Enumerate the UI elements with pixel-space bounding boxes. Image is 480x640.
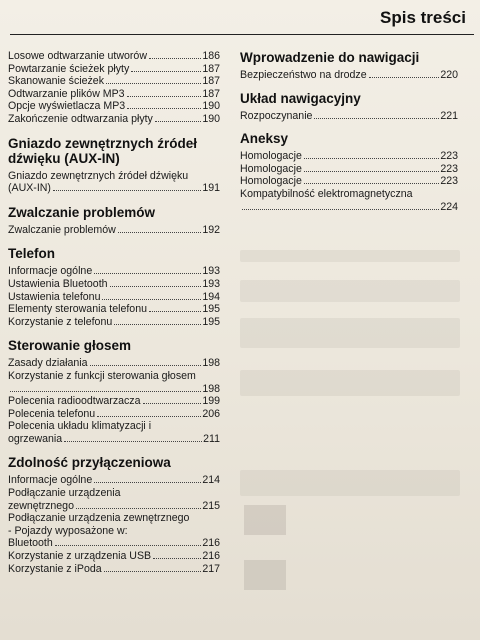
- entry-title: Bezpieczeństwo na drodze: [240, 69, 367, 81]
- section-heading: Telefon: [8, 246, 55, 262]
- dot-leader: [53, 190, 201, 191]
- entry-title: Polecenia układu klimatyzacji i: [8, 420, 152, 433]
- entry-title: Ustawienia telefonu: [8, 290, 101, 303]
- page-number: 198: [202, 382, 220, 395]
- page-number: 223: [440, 162, 458, 175]
- page-number: 199: [202, 395, 220, 408]
- toc-entry[interactable]: [8, 170, 220, 195]
- page-number: 217: [202, 562, 220, 575]
- dot-leader: [76, 508, 201, 509]
- toc-section: [8, 338, 220, 445]
- entry-title: zewnętrznego: [8, 499, 74, 512]
- toc-section: [240, 91, 458, 123]
- show-through-text: [240, 250, 460, 262]
- toc-entry[interactable]: [8, 550, 220, 563]
- entry-title: Korzystanie z funkcji sterowania głosem: [8, 369, 196, 382]
- dot-leader: [55, 545, 202, 546]
- dot-leader: [131, 71, 201, 72]
- page-number: 190: [202, 100, 220, 113]
- dot-leader: [94, 273, 201, 274]
- show-through-text: [240, 470, 460, 496]
- entry-title: Gniazdo zewnętrznych źródeł dźwięku: [8, 169, 189, 182]
- dot-leader: [304, 171, 439, 172]
- toc-entry[interactable]: [8, 395, 220, 408]
- section-heading: Sterowanie głosem: [8, 338, 132, 354]
- page-number: 195: [202, 303, 220, 316]
- toc-entry[interactable]: [8, 370, 220, 395]
- toc-entry[interactable]: [8, 357, 220, 370]
- page-number: 187: [202, 87, 220, 100]
- toc-entry[interactable]: [240, 175, 458, 188]
- entry-title: Zwalczanie problemów: [8, 223, 116, 236]
- toc-entry[interactable]: [240, 110, 458, 123]
- dot-leader: [314, 118, 439, 119]
- section-heading: Gniazdo zewnętrznych źródeł dźwięku (AUX-IN): [8, 135, 198, 166]
- toc-entry[interactable]: [8, 474, 220, 487]
- entry-title: Podłączanie urządzenia zewnętrznego: [8, 512, 190, 525]
- dot-leader: [97, 416, 201, 417]
- toc-entry[interactable]: [8, 291, 220, 304]
- show-through-icon: [244, 560, 286, 590]
- entry-title: Korzystanie z iPoda: [8, 562, 102, 575]
- toc-entry[interactable]: [8, 420, 220, 445]
- entry-title: Opcje wyświetlacza MP3: [8, 100, 126, 113]
- toc-entry[interactable]: [8, 88, 220, 101]
- page-number: 221: [440, 109, 458, 122]
- page-number: 195: [202, 315, 220, 328]
- page-number: 214: [202, 474, 220, 487]
- toc-entry[interactable]: [8, 63, 220, 76]
- page-number: 186: [202, 50, 220, 62]
- page-number: 211: [203, 432, 220, 445]
- toc-section: [8, 246, 220, 328]
- show-through-text: [240, 280, 460, 302]
- dot-leader: [90, 365, 202, 366]
- toc-section: [8, 205, 220, 237]
- page-number: 216: [202, 550, 220, 563]
- toc-entry[interactable]: [240, 150, 458, 163]
- page-number: 191: [202, 182, 220, 195]
- page-number: 192: [202, 223, 220, 236]
- entry-title: Zasady działania: [8, 357, 88, 370]
- dot-leader: [149, 58, 201, 59]
- page-number: 224: [440, 200, 458, 213]
- entry-title: Homologacje: [240, 175, 302, 188]
- toc-entry[interactable]: [8, 408, 220, 421]
- dot-leader: [143, 403, 202, 404]
- toc-section: [8, 50, 220, 126]
- entry-title: Kompatybilność elektromagnetyczna: [240, 187, 413, 200]
- entry-title: Rozpoczynanie: [240, 109, 313, 122]
- page-number: 187: [202, 62, 220, 75]
- toc-entry[interactable]: [8, 316, 220, 329]
- dot-leader: [127, 108, 201, 109]
- dot-leader: [64, 441, 202, 442]
- page-number: 194: [202, 290, 220, 303]
- section-heading: Aneksy: [240, 131, 289, 147]
- page-number: 206: [202, 407, 220, 420]
- entry-title: Korzystanie z urządzenia USB: [8, 550, 152, 563]
- entry-title: ogrzewania: [8, 432, 63, 445]
- entry-title: Podłączanie urządzenia: [8, 487, 121, 500]
- page-number: 198: [202, 357, 220, 370]
- entry-title: - Pojazdy wyposażone w:: [8, 524, 128, 537]
- page-number: 193: [202, 265, 220, 278]
- page-number: 223: [440, 175, 458, 188]
- toc-entry[interactable]: [240, 188, 458, 213]
- entry-title: Polecenia telefonu: [8, 407, 96, 420]
- page-number: 216: [202, 537, 220, 550]
- dot-leader: [304, 158, 439, 159]
- toc-right-column: [240, 50, 458, 213]
- entry-title: Polecenia radioodtwarzacza: [8, 395, 141, 408]
- dot-leader: [10, 391, 201, 392]
- toc-entry[interactable]: [240, 163, 458, 176]
- dot-leader: [242, 209, 439, 210]
- entry-title: Homologacje: [240, 150, 302, 163]
- entry-title: Elementy sterowania telefonu: [8, 303, 147, 316]
- dot-leader: [153, 558, 201, 559]
- toc-section: [240, 131, 458, 213]
- page-number: 220: [440, 69, 458, 81]
- toc-entry[interactable]: [8, 75, 220, 88]
- toc-left-column: [8, 50, 220, 575]
- dot-leader: [94, 482, 201, 483]
- dot-leader: [118, 232, 202, 233]
- dot-leader: [106, 83, 201, 84]
- toc-entry[interactable]: [8, 265, 220, 278]
- entry-title: Homologacje: [240, 162, 302, 175]
- section-heading: Zwalczanie problemów: [8, 204, 156, 220]
- toc-entry[interactable]: [8, 113, 220, 126]
- page-number: 190: [202, 112, 220, 125]
- toc-entry[interactable]: [8, 278, 220, 291]
- entry-title: Ustawienia Bluetooth: [8, 277, 108, 290]
- dot-leader: [104, 571, 202, 572]
- toc-section: [240, 50, 458, 82]
- entry-title: (AUX-IN): [8, 182, 51, 195]
- entry-title: Informacje ogólne: [8, 474, 93, 487]
- entry-title: Bluetooth: [8, 537, 53, 550]
- page-number: 187: [202, 75, 220, 88]
- page-number: 193: [202, 277, 220, 290]
- page-number: 223: [440, 150, 458, 163]
- toc-section: [8, 136, 220, 195]
- show-through-icon: [244, 505, 286, 535]
- section-heading: Układ nawigacyjny: [240, 90, 361, 106]
- entry-title: Informacje ogólne: [8, 265, 93, 278]
- toc-entry[interactable]: [8, 487, 220, 512]
- show-through-text: [240, 318, 460, 348]
- entry-title: Powtarzanie ścieżek płyty: [8, 62, 130, 75]
- toc-entry[interactable]: [8, 50, 220, 63]
- toc-entry[interactable]: [240, 69, 458, 82]
- entry-title: Zakończenie odtwarzania płyty: [8, 112, 153, 125]
- page-title: Spis treści: [380, 8, 466, 27]
- page-number: 215: [202, 499, 220, 512]
- section-heading: Wprowadzenie do nawigacji: [240, 50, 420, 65]
- entry-title: Korzystanie z telefonu: [8, 315, 113, 328]
- show-through-text: [240, 370, 460, 396]
- dot-leader: [127, 96, 202, 97]
- title-rule: [10, 34, 474, 35]
- toc-entry[interactable]: [8, 563, 220, 576]
- toc-entry[interactable]: [8, 512, 220, 550]
- dot-leader: [149, 311, 201, 312]
- dot-leader: [110, 286, 202, 287]
- entry-title: Odtwarzanie plików MP3: [8, 87, 125, 100]
- section-heading: Zdolność przyłączeniowa: [8, 455, 171, 471]
- dot-leader: [102, 299, 201, 300]
- dot-leader: [114, 324, 201, 325]
- toc-entry[interactable]: [8, 303, 220, 316]
- toc-entry[interactable]: [8, 100, 220, 113]
- dot-leader: [304, 183, 439, 184]
- dot-leader: [369, 77, 440, 78]
- dot-leader: [155, 121, 201, 122]
- entry-title: Losowe odtwarzanie utworów: [8, 50, 147, 62]
- entry-title: Skanowanie ścieżek: [8, 75, 104, 88]
- toc-section: [8, 455, 220, 575]
- toc-entry[interactable]: [8, 224, 220, 237]
